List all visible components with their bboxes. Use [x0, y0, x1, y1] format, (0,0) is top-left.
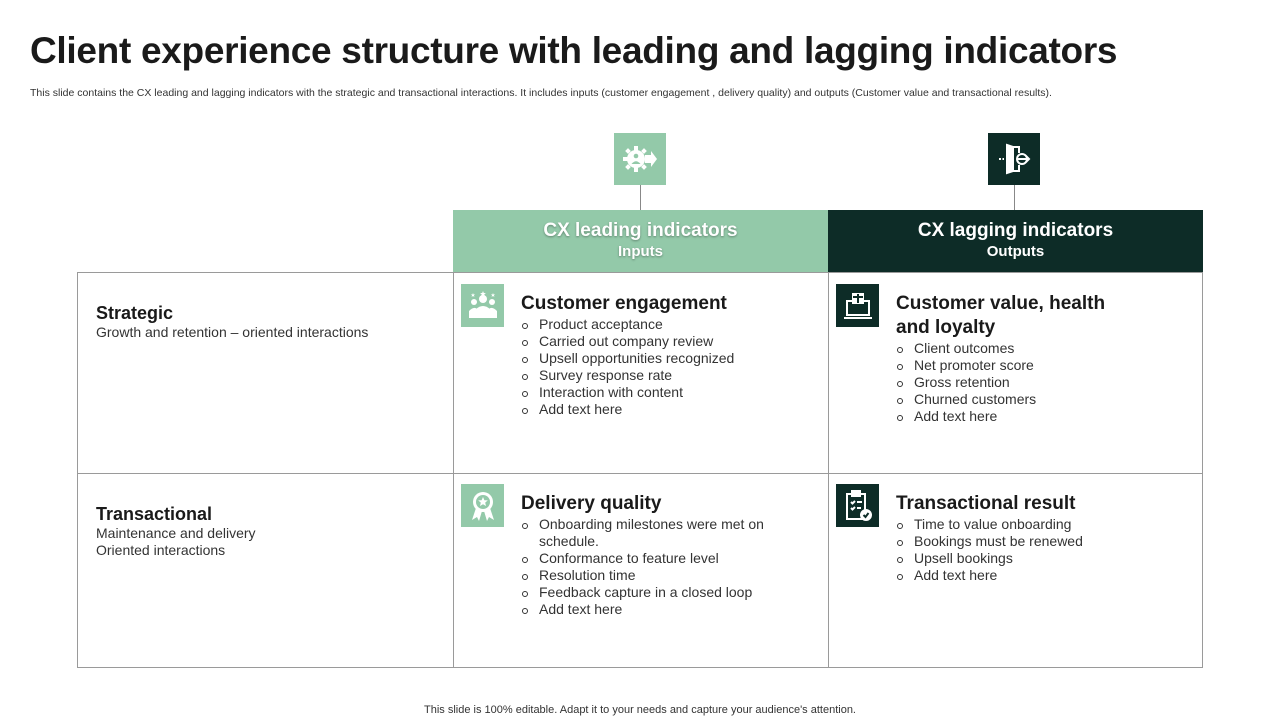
list-item: Onboarding milestones were met on schedule.: [521, 516, 781, 550]
clipboard-check-icon: [836, 484, 879, 527]
cell-title: Customer engagement: [521, 293, 727, 314]
column-title: CX lagging indicators: [917, 220, 1114, 241]
row-description: Growth and retention – oriented interactions: [96, 324, 369, 340]
list-item: Survey response rate: [521, 367, 811, 384]
list-item: Gross retention: [896, 374, 1186, 391]
list-item: Churned customers: [896, 391, 1186, 408]
team-stars-icon: [461, 284, 504, 327]
bullet-list: [521, 316, 811, 418]
list-item: Interaction with content: [521, 384, 811, 401]
list-item: Net promoter score: [896, 357, 1186, 374]
list-item: Resolution time: [521, 567, 781, 584]
column-title: CX leading indicators: [543, 220, 738, 241]
bullet-list: [521, 516, 781, 618]
column-subtitle: Inputs: [618, 243, 663, 260]
page-title: Client experience structure with leading and lagging indicators: [30, 30, 1118, 71]
connector-line: [1014, 185, 1015, 210]
cell-customer-engagement: [521, 292, 811, 418]
exit-door-icon: [988, 133, 1040, 185]
box-laptop-icon: [836, 284, 879, 327]
list-item: Add text here: [521, 601, 781, 618]
gear-user-arrow-icon: [614, 133, 666, 185]
page-subtitle: This slide contains the CX leading and lagging indicators with the strategic and transactional interactions. It includes inputs (customer engagement , delivery quality) and outputs (Customer value and transactional results).: [30, 87, 1052, 99]
award-badge-icon: [461, 484, 504, 527]
row-label-transactional: [96, 503, 326, 559]
list-item: Feedback capture in a closed loop: [521, 584, 781, 601]
grid-divider: [453, 273, 454, 667]
list-item: Carried out company review: [521, 333, 811, 350]
grid-divider: [828, 273, 829, 667]
column-header-lagging: [828, 210, 1203, 272]
indicator-grid: [77, 272, 1203, 668]
row-description: Maintenance and delivery: [96, 525, 256, 541]
list-item: Add text here: [521, 401, 811, 418]
list-item: Product acceptance: [521, 316, 811, 333]
column-header-leading: [453, 210, 828, 272]
list-item: Add text here: [896, 567, 1186, 584]
cell-title: and loyalty: [896, 317, 996, 338]
grid-divider: [78, 473, 1202, 474]
list-item: Time to value onboarding: [896, 516, 1186, 533]
bullet-list: [896, 516, 1186, 584]
list-item: Bookings must be renewed: [896, 533, 1186, 550]
cell-title: Delivery quality: [521, 493, 662, 514]
list-item: Add text here: [896, 408, 1186, 425]
row-title: Transactional: [96, 504, 213, 524]
cell-delivery-quality: [521, 492, 781, 618]
row-description: Oriented interactions: [96, 542, 226, 558]
row-title: Strategic: [96, 303, 174, 323]
footer-note: This slide is 100% editable. Adapt it to your needs and capture your audience's attention.: [424, 704, 856, 716]
cell-customer-value: [896, 292, 1186, 425]
cell-title: Customer value, health: [896, 293, 1106, 314]
connector-line: [640, 185, 641, 210]
list-item: Conformance to feature level: [521, 550, 781, 567]
column-subtitle: Outputs: [986, 243, 1045, 260]
list-item: Upsell opportunities recognized: [521, 350, 811, 367]
list-item: Client outcomes: [896, 340, 1186, 357]
row-label-strategic: [96, 302, 426, 341]
bullet-list: [896, 340, 1186, 425]
cell-title: Transactional result: [896, 493, 1076, 514]
cell-transactional-result: [896, 492, 1186, 584]
list-item: Upsell bookings: [896, 550, 1186, 567]
